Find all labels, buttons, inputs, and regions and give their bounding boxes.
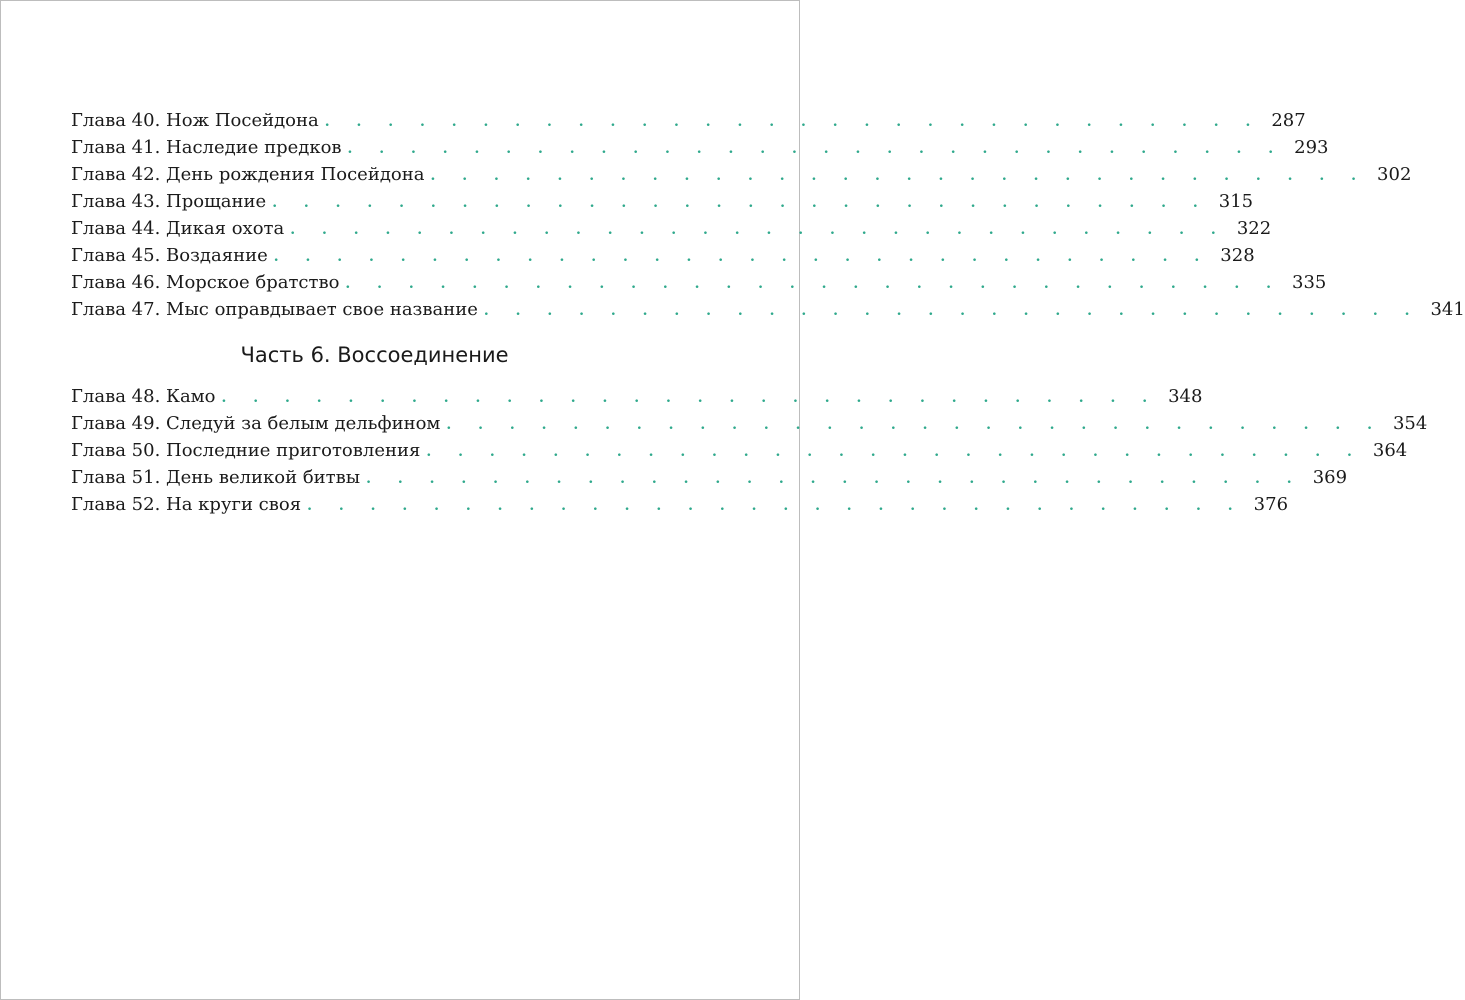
table-of-contents	[71, 107, 1465, 518]
toc-entry[interactable]	[71, 188, 1254, 215]
toc-entry[interactable]	[71, 491, 1289, 518]
dot-leader: . . . . . . . . . . . . . . . . . . . . . . . . . . . . . .	[272, 195, 1209, 211]
dot-leader: . . . . . . . . . . . . . . . . . . . . . . . . . . . . . .	[221, 390, 1159, 406]
toc-entry[interactable]	[71, 107, 1306, 134]
toc-entry-title: Глава 44. Дикая охота	[71, 218, 285, 239]
toc-entry[interactable]	[71, 134, 1329, 161]
toc-entry[interactable]	[71, 215, 1272, 242]
toc-entry-page: 293	[1294, 137, 1329, 158]
toc-entry-title: Глава 49. Следуй за белым дельфином	[71, 413, 441, 434]
toc-entry-title: Глава 51. День великой битвы	[71, 467, 361, 488]
toc-entry[interactable]	[71, 410, 1428, 437]
toc-entry-page: 348	[1168, 386, 1203, 407]
dot-leader: . . . . . . . . . . . . . . . . . . . . . . . . . . . . . .	[307, 498, 1244, 514]
dot-leader: . . . . . . . . . . . . . . . . . . . . . . . . . . . . . .	[366, 471, 1303, 487]
toc-entry-title: Глава 45. Воздаяние	[71, 245, 268, 266]
toc-entry-page: 302	[1377, 164, 1412, 185]
dot-leader: . . . . . . . . . . . . . . . . . . . . . . . . . . . . . .	[446, 417, 1383, 433]
toc-entry[interactable]	[71, 437, 1408, 464]
toc-entry-page: 364	[1372, 440, 1408, 461]
toc-entry-title: Глава 50. Последние приготовления	[71, 440, 421, 461]
toc-entry-page: 341	[1430, 299, 1465, 320]
dot-leader: . . . . . . . . . . . . . . . . . . . . . . . . . . . . . .	[347, 141, 1285, 157]
toc-entry[interactable]	[71, 269, 1327, 296]
toc-entry-page: 315	[1218, 191, 1254, 212]
toc-entry[interactable]	[71, 161, 1412, 188]
part-heading: Часть 6. Воссоединение	[240, 343, 509, 367]
toc-entry-title: Глава 43. Прощание	[71, 191, 267, 212]
toc-entry-page: 369	[1312, 467, 1348, 488]
dot-leader: . . . . . . . . . . . . . . . . . . . . . . . . . . . . . .	[290, 222, 1227, 238]
toc-entry-page: 376	[1253, 494, 1289, 515]
toc-entry-title: Глава 41. Наследие предков	[71, 137, 342, 158]
toc-entry-title: Глава 48. Камо	[71, 386, 216, 407]
toc-entry[interactable]	[71, 383, 1203, 410]
toc-entry-title: Глава 40. Нож Посейдона	[71, 110, 319, 131]
dot-leader: . . . . . . . . . . . . . . . . . . . . . . . . . . . . . .	[430, 168, 1368, 184]
toc-entry-title: Глава 46. Морское братство	[71, 272, 340, 293]
dot-leader: . . . . . . . . . . . . . . . . . . . . . . . . . . . . . .	[324, 114, 1262, 130]
toc-entry-page: 328	[1220, 245, 1255, 266]
dot-leader: . . . . . . . . . . . . . . . . . . . . . . . . . . . . . .	[345, 276, 1282, 292]
toc-entry-page: 335	[1292, 272, 1327, 293]
dot-leader: . . . . . . . . . . . . . . . . . . . . . . . . . . . . . .	[483, 303, 1421, 319]
toc-entry-page: 287	[1271, 110, 1306, 131]
dot-leader: . . . . . . . . . . . . . . . . . . . . . . . . . . . . . .	[426, 444, 1363, 460]
toc-entry[interactable]	[71, 242, 1255, 269]
toc-entry[interactable]	[71, 464, 1348, 491]
toc-entry[interactable]	[71, 296, 1465, 323]
toc-entry-page: 322	[1236, 218, 1272, 239]
dot-leader: . . . . . . . . . . . . . . . . . . . . . . . . . . . . . .	[273, 249, 1211, 265]
toc-entry-title: Глава 42. День рождения Посейдона	[71, 164, 425, 185]
toc-entry-page: 354	[1392, 413, 1428, 434]
toc-entry-title: Глава 52. На круги своя	[71, 494, 302, 515]
toc-entry-title: Глава 47. Мыс оправдывает свое название	[71, 299, 478, 320]
